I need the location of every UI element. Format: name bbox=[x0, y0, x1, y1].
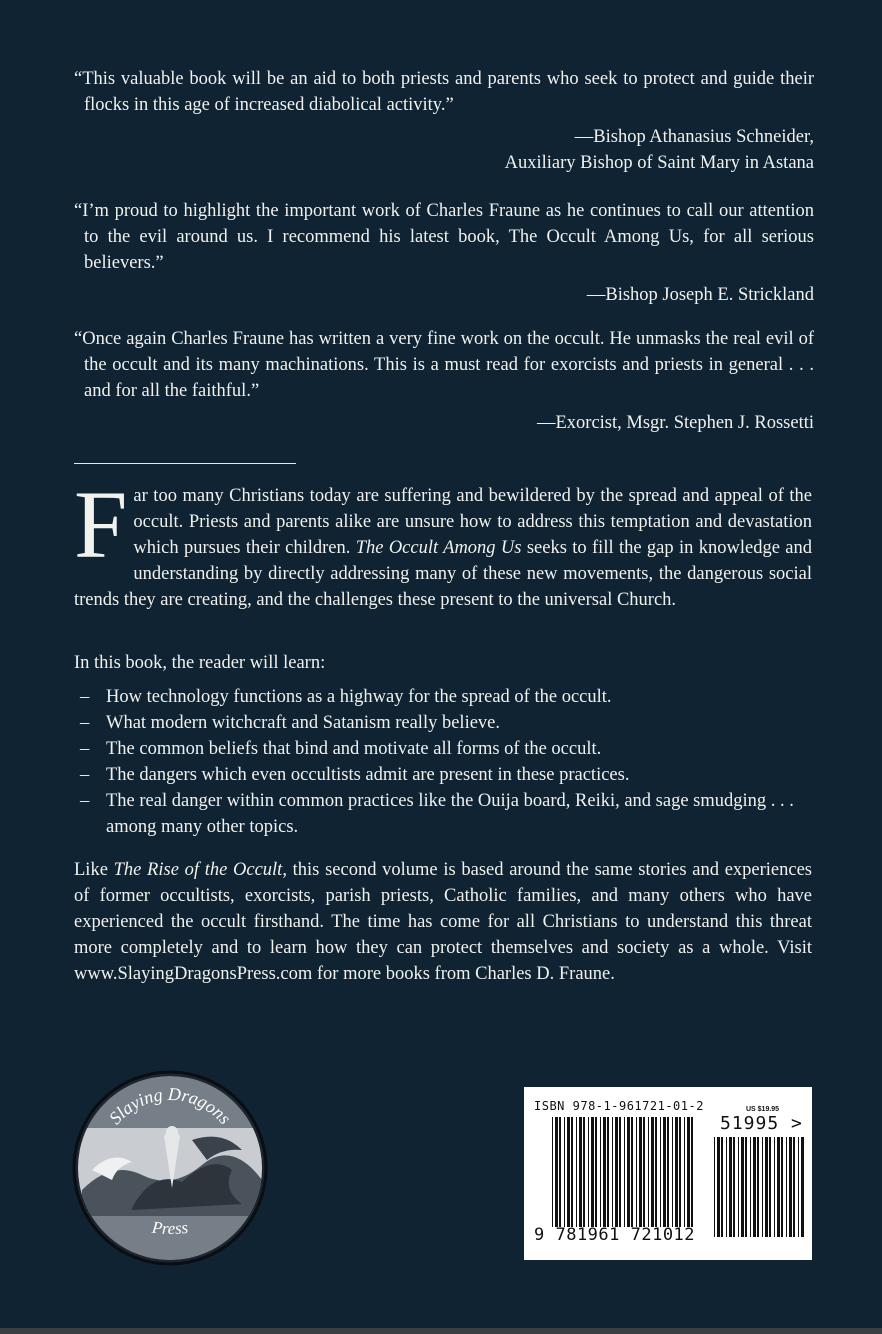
logo-top-text: Slaying Dragons bbox=[105, 1083, 236, 1129]
barcode-bar bbox=[733, 1137, 735, 1237]
barcode-bar bbox=[729, 1137, 732, 1237]
barcode-bar bbox=[765, 1137, 768, 1237]
endorsement-schneider bbox=[74, 66, 814, 176]
endorsement-attribution: —Exorcist, Msgr. Stephen J. Rossetti bbox=[537, 413, 814, 433]
barcode-bar bbox=[721, 1137, 723, 1237]
barcode-bar bbox=[750, 1137, 751, 1237]
barcode-bar bbox=[679, 1117, 681, 1227]
prior-book-title-italic: The Rise of the Occult bbox=[113, 860, 283, 880]
barcode-bar bbox=[663, 1117, 666, 1227]
barcode-bar bbox=[615, 1117, 618, 1227]
book-description bbox=[74, 471, 812, 613]
list-item-text: The dangers which even occultists admit are present in these practices. bbox=[106, 765, 630, 785]
barcode-bar bbox=[588, 1117, 589, 1227]
barcode-bar bbox=[619, 1117, 621, 1227]
list-dash: – bbox=[80, 713, 90, 733]
barcode-bar bbox=[667, 1117, 669, 1227]
closing-text: , this second volume is based around the same stories and experiences of former occultists, exorcists, parish priests, Catholic families, and many others who have experienced the occult firsthand. The time has come for all Christians to understand this threat more completely and to learn how they can protect themselves and society as a whole. Visit www.SlayingDragonsPress.com for more books from Charles D. Fraune. bbox=[74, 860, 813, 984]
barcode-bar bbox=[769, 1137, 771, 1237]
barcode-bar bbox=[643, 1117, 645, 1227]
endorsement-text: “This valuable book will be an aid to both priests and parents who seek to protect and guide their flocks in this age of increased diabolical activity.” bbox=[74, 69, 814, 115]
barcode-bar bbox=[777, 1137, 780, 1237]
barcode-bar bbox=[603, 1117, 606, 1227]
list-item-text: The real danger within common practices like the Ouija board, Reiki, and sage smudging . . . among many other topics. bbox=[106, 791, 794, 837]
barcode-bar bbox=[762, 1137, 763, 1237]
barcode-bar bbox=[555, 1117, 558, 1227]
barcode-bar bbox=[567, 1117, 570, 1227]
barcode-bar bbox=[583, 1117, 585, 1227]
barcode-bar bbox=[651, 1117, 654, 1227]
addon-arrow: > bbox=[791, 1113, 803, 1134]
endorsement-text: “I’m proud to highlight the important work of Charles Fraune as he continues to call our attention to the evil around us. I recommend his latest book, The Occult Among Us, for all serious believers.” bbox=[74, 201, 814, 273]
list-item bbox=[80, 762, 800, 788]
barcode-bar bbox=[595, 1117, 597, 1227]
barcode-bar bbox=[660, 1117, 661, 1227]
description-text-1: ar too many Christians today are suffering and bewildered by the spread and appeal of the occult. Priests and parents alike are unsure how to address this temptation and devastation which pursues their children. bbox=[133, 486, 812, 558]
barcode-bar bbox=[672, 1117, 673, 1227]
drop-cap: F bbox=[74, 471, 128, 578]
barcode-bar bbox=[591, 1117, 594, 1227]
svg-text:Press bbox=[150, 1218, 189, 1238]
closing-paragraph bbox=[74, 857, 812, 987]
list-dash: – bbox=[80, 687, 90, 707]
section-divider bbox=[74, 463, 296, 464]
barcode-bar bbox=[717, 1137, 720, 1237]
ean-digits: 9 781961 721012 bbox=[534, 1225, 696, 1245]
barcode-bar bbox=[627, 1117, 630, 1227]
endorsement-attribution: —Bishop Joseph E. Strickland bbox=[586, 285, 814, 305]
description-text-2: seeks to fill the gap in knowledge and understanding by directly addressing many of these new movements, the dangerous social trends they are creating, and the challenges these present to the universal Church. bbox=[74, 538, 812, 610]
barcode-bar bbox=[684, 1117, 685, 1227]
list-item-text: The common beliefs that bind and motivate all forms of the occult. bbox=[106, 739, 602, 759]
barcode-bar bbox=[552, 1117, 553, 1227]
barcode-bar bbox=[798, 1137, 799, 1237]
barcode-bar bbox=[600, 1117, 601, 1227]
barcode-bar bbox=[741, 1137, 744, 1237]
barcode-bar bbox=[781, 1137, 783, 1237]
list-item-text: What modern witchcraft and Satanism really believe. bbox=[106, 713, 501, 733]
logo-bottom-text: Press bbox=[151, 1217, 190, 1239]
barcode-bar bbox=[774, 1137, 775, 1237]
barcode-bar bbox=[624, 1117, 625, 1227]
isbn-barcode bbox=[524, 1087, 812, 1260]
list-item bbox=[80, 788, 800, 840]
book-title-italic: The Occult Among Us bbox=[355, 538, 522, 558]
list-dash: – bbox=[80, 791, 90, 811]
barcode-bar bbox=[639, 1117, 642, 1227]
addon-digits: 51995 bbox=[720, 1113, 780, 1134]
list-item bbox=[80, 684, 800, 710]
endorsement-attribution-title: Auxiliary Bishop of Saint Mary in Astana bbox=[504, 153, 814, 173]
barcode-bar bbox=[607, 1117, 609, 1227]
bottom-edge bbox=[0, 1328, 882, 1334]
endorsement-rossetti bbox=[74, 326, 814, 436]
endorsement-strickland bbox=[74, 198, 814, 308]
barcode-bar bbox=[571, 1117, 573, 1227]
barcode-bar bbox=[691, 1117, 693, 1227]
list-item bbox=[80, 736, 800, 762]
barcode-bar bbox=[559, 1117, 561, 1227]
barcode-bar bbox=[636, 1117, 637, 1227]
barcode-bar bbox=[655, 1117, 657, 1227]
learning-points-list bbox=[80, 684, 800, 840]
barcode-bar bbox=[757, 1137, 759, 1237]
isbn-label: ISBN 978-1-961721-01-2 bbox=[534, 1099, 704, 1113]
barcode-bar bbox=[745, 1137, 747, 1237]
list-dash: – bbox=[80, 739, 90, 759]
barcode-bar bbox=[726, 1137, 727, 1237]
barcode-bar bbox=[793, 1137, 795, 1237]
endorsement-attribution: —Bishop Athanasius Schneider, bbox=[574, 127, 814, 147]
barcode-bar bbox=[675, 1117, 678, 1227]
barcode-bar bbox=[579, 1117, 582, 1227]
endorsement-text: “Once again Charles Fraune has written a very fine work on the occult. He unmasks the real evil of the occult and its many machinations. This is a must read for exorcists and priests in general . . . and for all the faithful.” bbox=[74, 329, 814, 401]
price-label: US $19.95 bbox=[746, 1106, 780, 1113]
barcode-bar bbox=[612, 1117, 613, 1227]
barcode-bar bbox=[789, 1137, 792, 1237]
barcode-bar bbox=[564, 1117, 565, 1227]
barcode-bar bbox=[801, 1137, 804, 1237]
barcode-bar bbox=[648, 1117, 649, 1227]
list-dash: – bbox=[80, 765, 90, 785]
barcode-bar bbox=[687, 1117, 690, 1227]
closing-lead: Like bbox=[74, 860, 114, 880]
barcode-bar bbox=[738, 1137, 739, 1237]
barcode-bar bbox=[631, 1117, 633, 1227]
barcode-bar bbox=[576, 1117, 577, 1227]
barcode-bar bbox=[714, 1137, 715, 1237]
barcode-bar bbox=[786, 1137, 787, 1237]
list-intro: In this book, the reader will learn: bbox=[74, 653, 326, 673]
list-item-text: How technology functions as a highway for the spread of the occult. bbox=[106, 687, 612, 707]
list-item bbox=[80, 710, 800, 736]
publisher-logo bbox=[72, 1070, 268, 1266]
barcode-bar bbox=[753, 1137, 756, 1237]
